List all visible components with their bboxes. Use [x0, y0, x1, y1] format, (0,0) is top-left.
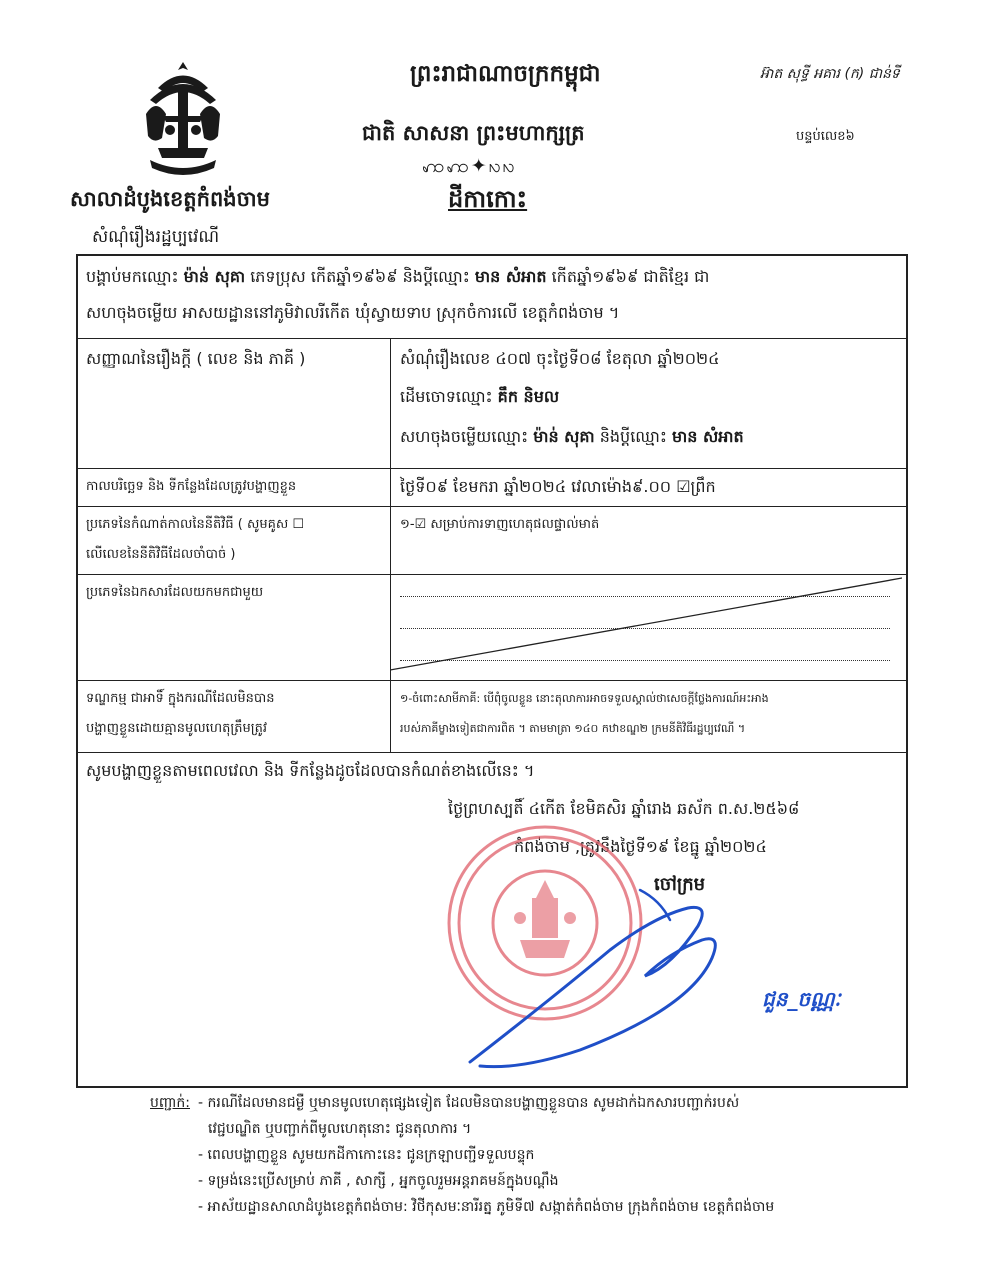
note-text: - អាស័យដ្ឋានសាលាដំបូងខេត្តកំពង់ចាម: វិថីកុសមៈនារីរត្ន ភូមិទី៧ សង្កាត់កំពង់ចាម ក្រុងកំពង់ចាម ខេត្តកំពង់ចាម [198, 1199, 775, 1215]
row-divider [78, 680, 906, 681]
intro-line-2: សហចុងចម្លើយ អាសយដ្ឋាននៅភូមិវាលរីកើត ឃុំស្វាយទាប ស្រុកចំការលើ ខេត្តកំពង់ចាម ។ [86, 303, 620, 322]
co-defendant-name: មាន សំអាត [474, 267, 547, 286]
row-divider [78, 338, 906, 339]
case-type: សំណុំរឿងរដ្ឋប្បវេណី [92, 227, 220, 247]
procedure-type-value: ១-☑ សម្រាប់ការទាញហេតុផលផ្ទាល់មាត់ [400, 517, 600, 532]
place-and-date: កំពង់ចាម ,ត្រូវនឹងថ្ងៃទី១៩ ខែធ្នូ ឆ្នាំ២០២៤ [514, 837, 767, 856]
note-1 [150, 1090, 910, 1116]
penalty-label-2: បង្ហាញខ្លួនដោយគ្មានមូលហេតុត្រឹមត្រូវ [86, 721, 268, 736]
court-name: សាលាដំបូងខេត្តកំពង់ចាម [70, 187, 270, 211]
document-title: ដីកាកោះ [448, 185, 528, 213]
appearance-datetime: ថ្ងៃទី០៩ ខែមករា ឆ្នាំ២០២៤ វេលាម៉ោង៩.០០ ☑ព្រឹក [400, 477, 716, 496]
national-motto: ជាតិ សាសនា ព្រះមហាក្សត្រ [362, 121, 585, 145]
signature-icon [440, 880, 740, 1080]
penalty-value-2: របស់ភាគីម្ខាងទៀតជាការពិត ។ តាមមាត្រា ១៤០ កឋាខណ្ឌ២ ក្រមនីតិវិធីរដ្ឋប្បវេណី ។ [400, 722, 746, 735]
room-note: អ៊ាត សុទ្ធី អគារ (ក) ជាន់ទី [760, 66, 900, 82]
note-4 [150, 1194, 910, 1220]
defendants-value [400, 422, 900, 452]
notes-section [150, 1090, 910, 1220]
co-defendant-name: មាន សំអាត [672, 427, 744, 446]
column-divider [390, 338, 391, 752]
row-divider [78, 574, 906, 575]
notes-label: បញ្ជាក់: [150, 1095, 190, 1111]
room-number: បន្ទប់លេខ៦ [796, 129, 855, 144]
defendant-name: ម៉ាន់ សុគា [533, 427, 595, 446]
judge-name: ជួន_ចណ្ណៈ [762, 987, 841, 1011]
defendants-conj: និងប្ដីឈ្មោះ [594, 427, 673, 446]
penalty-label: ទណ្ឌកម្ម ជាអាទិ៍ ក្នុងករណីដែលមិនបាន [86, 691, 275, 706]
defendant-name: ម៉ាន់ សុគា [183, 267, 246, 286]
intro-text: ភេទប្រុស កើតឆ្នាំ១៩៦៩ និងប្ដីឈ្មោះ [245, 267, 475, 286]
kingdom-title: ព្រះរាជាណាចក្រកម្ពុជា [410, 61, 601, 87]
note-text: - ករណីដែលមានជម្ងឺ ឬមានមូលហេតុផ្សេងទៀត ដែលមិនបានបង្ហាញខ្លួនបាន សូមដាក់ឯកសារបញ្ជាក់របស់ [198, 1095, 740, 1111]
case-number-value: សំណុំរឿងលេខ ៤០៧ ចុះថ្ងៃទី០៨ ខែតុលា ឆ្នាំ២០២៤ [400, 349, 720, 368]
procedure-type-label-2: លើលេខនៃនីតិវិធីដែលចាំបាច់ ) [86, 547, 236, 562]
procedure-type-label: ប្រភេទនៃកំណាត់កាលនៃនីតិវិធី ( សូមគូស ☐ [86, 517, 305, 532]
row-divider [78, 468, 906, 469]
lunar-date: ថ្ងៃព្រហស្បតិ៍ ៤កើត ខែមិគសិរ ឆ្នាំរោង ឆស័ក ព.ស.២៥៦៨ [448, 799, 800, 818]
ornament-divider: ꩲꩲ✦ꩳꩳ [422, 155, 517, 177]
case-reference-label: សញ្ញាណនៃរឿងក្ដី ( លេខ និង ភាគី ) [86, 349, 306, 368]
judge-title: ចៅក្រម [654, 874, 706, 895]
strike-through-line [390, 576, 902, 672]
penalty-value: ១-ចំពោះសាមីភាគី: បើពុំចូលខ្លួន នោះតុលាការអាចទទួលស្គាល់ថាសេចក្ដីថ្លែងការណ៍អះអាង [400, 692, 769, 705]
plaintiff-value [400, 382, 900, 412]
appearance-label: កាលបរិច្ឆេទ និង ទីកន្លែងដែលត្រូវបង្ហាញខ្លួន [86, 479, 297, 494]
intro-line-1 [86, 262, 902, 292]
row-divider [78, 752, 906, 753]
note-text: - ទម្រង់នេះប្រើសម្រាប់ ភាគី , សាក្សី , អ្នកចូលរួមអន្តរាគមន៍ក្នុងបណ្ដឹង [198, 1173, 559, 1189]
row-divider [78, 506, 906, 507]
note-text: - ពេលបង្ហាញខ្លួន សូមយកដីកាកោះនេះ ជូនក្រឡាបញ្ជីទទួលបន្ទុក [198, 1147, 535, 1163]
intro-text: បង្គាប់មកឈ្មោះ [86, 267, 184, 286]
note-1-cont [150, 1116, 910, 1142]
documents-label: ប្រភេទនៃឯកសារដែលយកមកជាមួយ [86, 585, 264, 600]
note-text: វេជ្ជបណ្ឌិត ឬបញ្ជាក់ពីមូលហេតុនោះ ជូនតុលាការ ។ [208, 1121, 472, 1137]
defendants-label: សហចុងចម្លើយឈ្មោះ [400, 427, 534, 446]
appearance-instruction: សូមបង្ហាញខ្លួនតាមពេលវេលា និង ទីកន្លែងដូចដែលបានកំណត់ខាងលើនេះ ។ [86, 761, 535, 780]
royal-emblem-icon [128, 58, 238, 178]
plaintiff-label: ដើមចោទឈ្មោះ [400, 387, 498, 406]
plaintiff-name: គឹក និមល [497, 387, 560, 406]
note-2 [150, 1142, 910, 1168]
intro-text: កើតឆ្នាំ១៩៦៩ ជាតិខ្មែរ ជា [546, 267, 710, 286]
note-3 [150, 1168, 910, 1194]
